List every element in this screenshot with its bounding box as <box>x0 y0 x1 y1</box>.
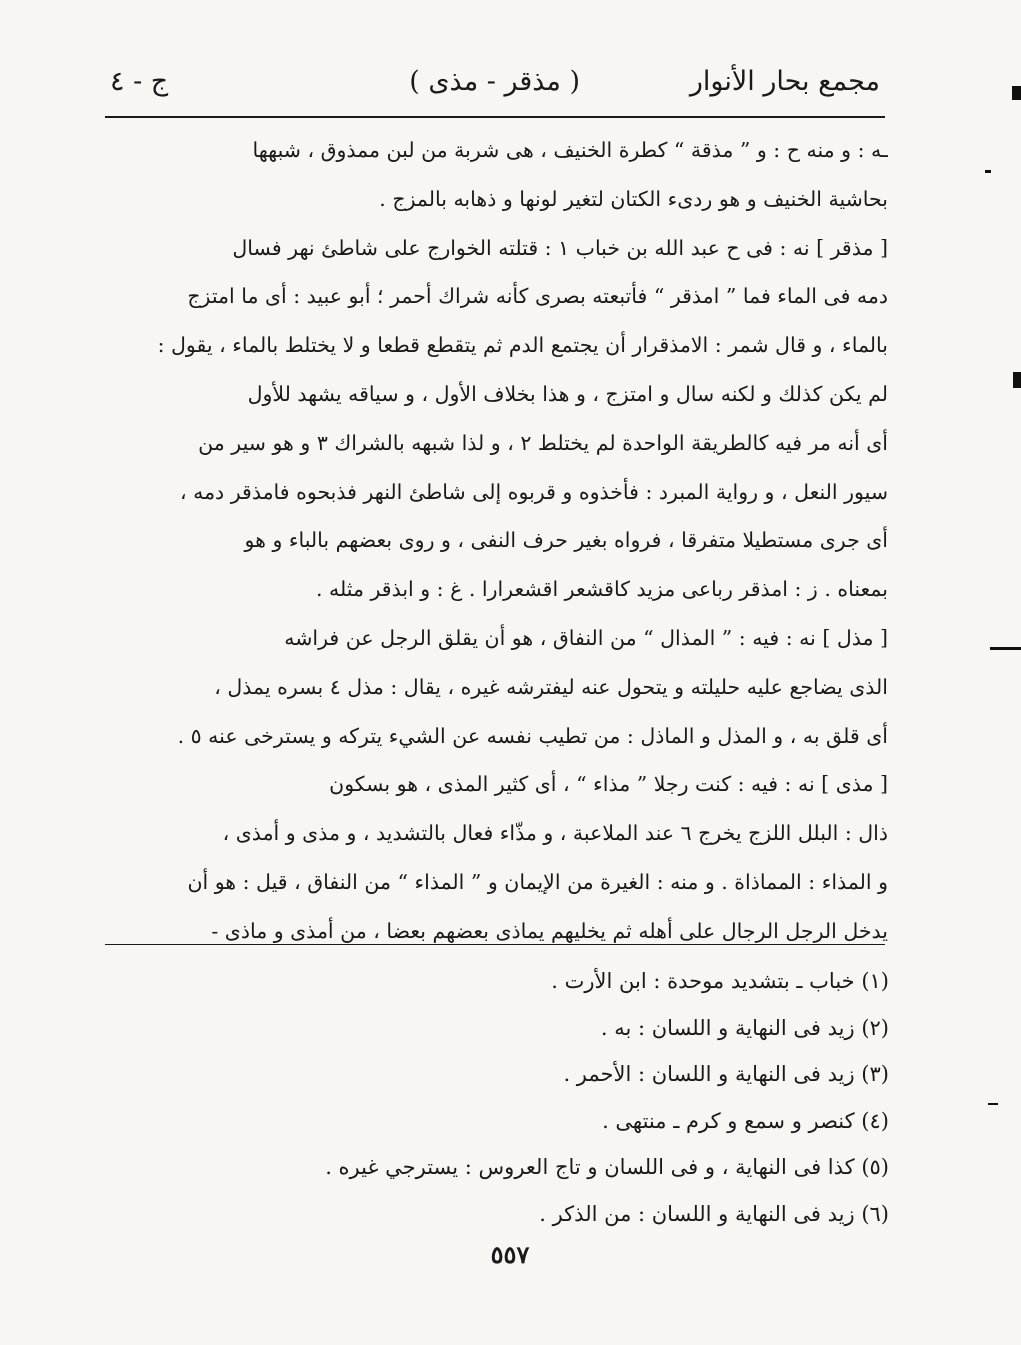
footnote-item: (٢) زيد فى النهاية و اللسان : به . <box>600 1015 889 1040</box>
footnote-item: (٣) زيد فى النهاية و اللسان : الأحمر . <box>563 1062 889 1086</box>
running-header <box>110 58 880 108</box>
text-line: ذال : البلل اللزج يخرج ٦ عند الملاعبة ، و مذّاء فعال بالتشديد ، و مذى و أمذى ، <box>222 821 888 846</box>
scan-mark <box>990 647 1021 650</box>
header-rule <box>105 116 885 118</box>
text-line: لم يكن كذلك و لكنه سال و امتزج ، و هذا بخلاف الأول ، و سياقه يشهد للأول <box>247 381 888 406</box>
text-line: و المذاء : المماذاة . و منه : الغيرة من الإيمان و ” المذاء “ من النفاق ، قيل : هو أن <box>187 869 888 894</box>
text-line: الذى يضاجع عليه حليلته و يتحول عنه ليفترشه غيره ، يقال : مذل ٤ بسره يمذل ، <box>214 674 888 699</box>
text-line: دمه فى الماء فما ” امذقر “ فأتبعته بصرى كأنه شراك أحمر ؛ أبو عبيد : أى ما امتزج <box>187 284 888 309</box>
volume-number: ج - ٤ <box>110 66 169 97</box>
text-line: يدخل الرجل الرجال على أهله ثم يخليهم يماذى بعضهم بعضا ، من أمذى و ماذى - <box>211 918 888 943</box>
scan-mark <box>1012 86 1021 100</box>
footnote-rule <box>105 944 885 945</box>
footnote-item: (٤) كنصر و سمع و كرم ـ منتهى . <box>602 1108 889 1133</box>
footnote-item: (٦) زيد فى النهاية و اللسان : من الذكر . <box>539 1201 889 1226</box>
text-line: بحاشية الخنيف و هو ردىء الكتان لتغير لونها و ذهابه بالمزج . <box>379 186 888 211</box>
text-line: أى قلق به ، و المذل و الماذل : من تطيب نفسه عن الشيء يتركه و يسترخى عنه ٥ . <box>177 723 888 748</box>
footnote-item: (٥) كذا فى النهاية ، و فى اللسان و تاج العروس : يسترجي غيره . <box>325 1155 889 1179</box>
footnote-item: (١) خباب ـ بتشديد موحدة : ابن الأرت . <box>551 969 889 993</box>
text-line: [ مذل ] نه : فيه : ” المذال “ من النفاق ، هو أن يقلق الرجل عن فراشه <box>284 625 888 650</box>
page-number: ٥٥٧ <box>490 1240 530 1269</box>
text-line: بالماء ، و قال شمر : الامذقرار أن يجتمع الدم ثم يتقطع قطعا و لا يختلط بالماء ، يقول : <box>157 333 888 358</box>
scan-mark <box>988 1103 998 1105</box>
scan-mark <box>1013 372 1021 388</box>
text-line: بمعناه . ز : امذقر رباعى مزيد كاقشعر اقشعرارا . غ : و ابذقر مثله . <box>315 577 888 602</box>
footnotes <box>249 958 889 1237</box>
book-title: مجمع بحار الأنوار <box>689 66 880 97</box>
text-line: [ مذقر ] نه : فى ح عبد الله بن خباب ١ : قتلته الخوارج على شاطئ نهر فسال <box>232 235 888 260</box>
text-line: أى أنه مر فيه كالطريقة الواحدة لم يختلط ٢ ، و لذا شبهه بالشراك ٣ و هو سير من <box>198 430 888 455</box>
text-line: ـه : و منه ح : و ” مذقة “ كطرة الخنيف ، هى شربة من لبن ممذوق ، شبهها <box>252 138 888 162</box>
text-line: سيور النعل ، و رواية المبرد : فأخذوه و قربوه إلى شاطئ النهر فذبحوه فامذقر دمه ، <box>179 479 888 504</box>
text-line: [ مذى ] نه : فيه : كنت رجلا ” مذاء “ ، أى كثير المذى ، هو بسكون <box>329 772 888 797</box>
main-text <box>104 126 888 956</box>
entry-range: ( مذقر - مذى ) <box>409 66 580 97</box>
text-line: أى جرى مستطيلا متفرقا ، فرواه بغير حرف النفى ، و روى بعضهم بالباء و هو <box>244 528 888 553</box>
scan-mark <box>985 170 991 173</box>
